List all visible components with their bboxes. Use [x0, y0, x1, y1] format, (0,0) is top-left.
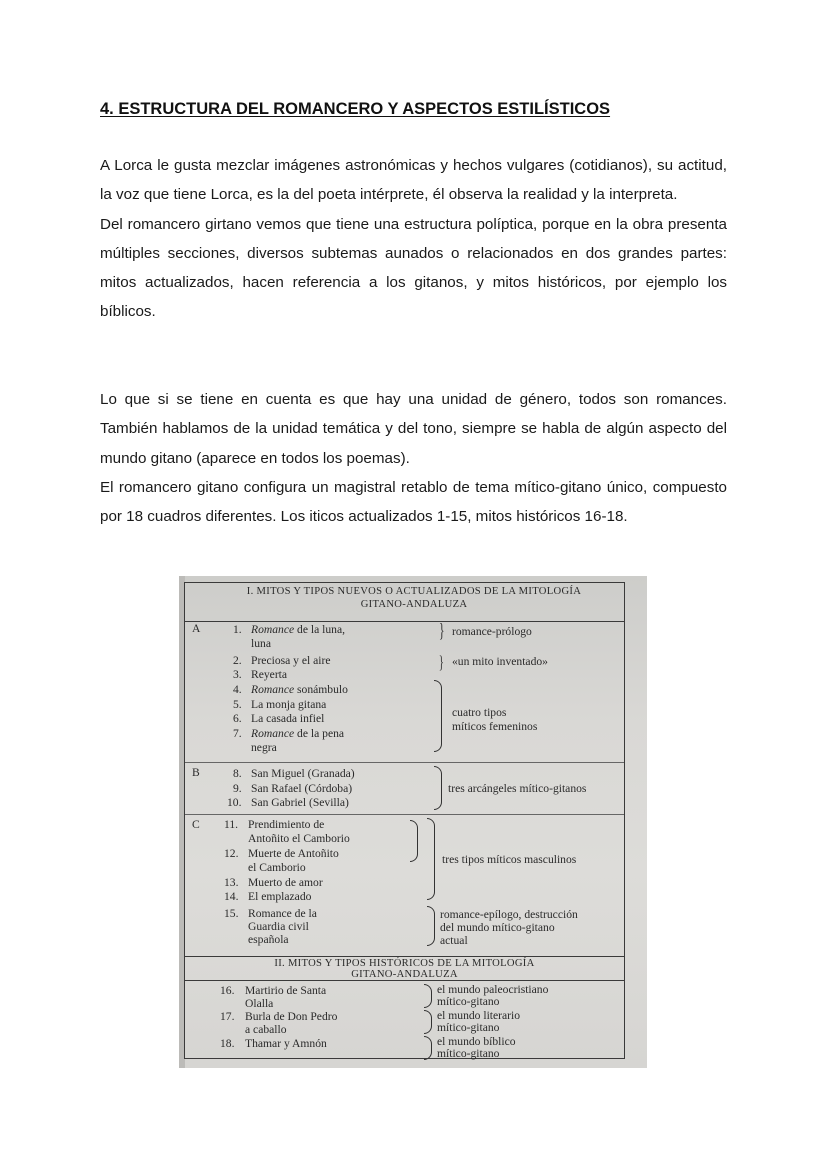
item-title: Thamar y Amnón — [245, 1037, 327, 1050]
body-text-block-2 — [100, 385, 727, 531]
item-title-cont: a caballo — [245, 1023, 287, 1036]
item-title: Muerto de amor — [248, 876, 323, 889]
item-number: 15. — [224, 907, 239, 920]
item-number: 14. — [224, 890, 239, 903]
item-number: 17. — [220, 1010, 235, 1023]
item-title: Burla de Don Pedro — [245, 1010, 338, 1023]
group-label: del mundo mítico-gitano — [440, 921, 555, 934]
item-number: 16. — [220, 984, 235, 997]
item-title: La casada infiel — [251, 712, 325, 725]
item-title: Muerte de Antoñito — [248, 847, 339, 860]
item-title-cont: luna — [251, 637, 271, 650]
group-label: el mundo paleocristiano — [437, 983, 549, 996]
group-label: romance-prólogo — [452, 625, 532, 638]
item-title: Romance sonámbulo — [251, 683, 348, 696]
section-label-b: B — [192, 766, 200, 779]
item-number: 11. — [224, 818, 239, 831]
item-title: Reyerta — [251, 668, 288, 681]
group-label: actual — [440, 934, 468, 947]
scanned-table-image — [179, 576, 647, 1068]
table-left-border — [184, 582, 185, 1059]
item-title-cont: Guardia civil — [248, 920, 309, 933]
item-number: 2. — [233, 654, 242, 667]
item-number: 18. — [220, 1037, 235, 1050]
table-bottom-border — [184, 1058, 625, 1059]
brace-icon — [410, 820, 418, 862]
group-label: mítico-gitano — [437, 1047, 500, 1060]
group-label: mítico-gitano — [437, 995, 500, 1008]
item-number: 9. — [233, 782, 242, 795]
brace-icon — [434, 680, 442, 752]
paragraph-1: A Lorca le gusta mezclar imágenes astronómicas y hechos vulgares (cotidianos), su actitud, la voz que tiene Lorca, es la del poeta intérprete, él observa la realidad y la interpreta. — [100, 157, 727, 204]
item-title: Romance de la — [248, 907, 317, 920]
item-title: San Rafael (Córdoba) — [251, 782, 353, 795]
header-2-line-1: II. MITOS Y TIPOS HISTÓRICOS DE LA MITOLOGÍA — [274, 958, 535, 969]
brace-icon — [434, 766, 442, 810]
paragraph-3: Lo que si se tiene en cuenta es que hay una unidad de género, todos son romances. También hablamos de la unidad temática y del tono, siempre se habla de algún aspecto del mundo gitano (aparece en todos los poemas). — [100, 391, 727, 467]
item-number: 12. — [224, 847, 239, 860]
item-title: La monja gitana — [251, 698, 327, 711]
item-number: 3. — [233, 668, 242, 681]
brace-icon: } — [438, 652, 444, 672]
section-label-c: C — [192, 818, 200, 831]
group-label: «un mito inventado» — [452, 655, 548, 668]
header-2-top-border — [184, 956, 625, 957]
item-title: El emplazado — [248, 890, 312, 903]
item-title-cont: el Camborio — [248, 861, 306, 874]
header-1-line-1: I. MITOS Y TIPOS NUEVOS O ACTUALIZADOS DE LA MITOLOGÍA — [246, 586, 582, 597]
paragraph-2: Del romancero girtano vemos que tiene una estructura políptica, porque en la obra presenta múltiples secciones, diversos subtemas aunados o relacionados en dos grandes partes: mitos actualizados, hacen referencia a los gitanos, y mitos históricos, por ejemplo los bíblicos. — [100, 215, 727, 321]
item-number: 1. — [233, 623, 242, 636]
item-title: San Gabriel (Sevilla) — [251, 796, 349, 809]
brace-icon — [427, 906, 435, 946]
group-label: romance-epílogo, destrucción — [440, 908, 578, 921]
paragraph-4: El romancero gitano configura un magistral retablo de tema mítico-gitano único, compuesto por 18 cuadros diferentes. Los iticos actualizados 1-15, mitos históricos 16-18. — [100, 478, 727, 526]
item-number: 7. — [233, 727, 242, 740]
item-number: 8. — [233, 767, 242, 780]
item-title-cont: Olalla — [245, 997, 274, 1010]
brace-icon — [424, 1010, 432, 1034]
header-1-line-2: GITANO-ANDALUZA — [360, 599, 468, 610]
table-top-border — [184, 582, 625, 583]
group-label: cuatro tipos — [452, 706, 507, 719]
brace-icon — [424, 1036, 432, 1060]
group-label: el mundo literario — [437, 1009, 521, 1022]
item-title: Martirio de Santa — [245, 984, 327, 997]
header-2-line-2: GITANO-ANDALUZA — [351, 969, 458, 980]
section-label-a: A — [192, 622, 201, 635]
item-number: 5. — [233, 698, 242, 711]
brace-icon — [424, 984, 432, 1008]
item-title: San Miguel (Granada) — [251, 767, 355, 780]
item-title: Romance de la luna, — [251, 623, 346, 636]
group-label: míticos femeninos — [452, 720, 538, 733]
item-number: 4. — [233, 683, 242, 696]
item-title: Prendimiento de — [248, 818, 325, 831]
romancero-structure-table — [184, 582, 625, 1062]
item-title-cont: española — [248, 933, 289, 946]
section-b-divider — [184, 814, 625, 815]
brace-icon — [427, 818, 435, 900]
group-label: el mundo bíblico — [437, 1035, 516, 1048]
group-label: mítico-gitano — [437, 1021, 500, 1034]
item-title: Preciosa y el aire — [251, 654, 331, 667]
item-title-cont: Antoñito el Camborio — [248, 832, 350, 845]
group-label: tres arcángeles mítico-gitanos — [448, 782, 587, 795]
group-label: tres tipos míticos masculinos — [442, 853, 577, 866]
section-title: 4. ESTRUCTURA DEL ROMANCERO Y ASPECTOS ESTILÍSTICOS — [100, 100, 611, 118]
section-a-divider — [184, 762, 625, 763]
item-number: 13. — [224, 876, 239, 889]
brace-icon: } — [438, 620, 445, 642]
header-1-divider — [184, 621, 625, 622]
item-title-cont: negra — [251, 741, 277, 754]
item-number: 10. — [227, 796, 242, 809]
table-right-border — [624, 582, 625, 1059]
item-title: Romance de la pena — [251, 727, 345, 740]
item-number: 6. — [233, 712, 242, 725]
body-text-block-1 — [100, 151, 727, 327]
